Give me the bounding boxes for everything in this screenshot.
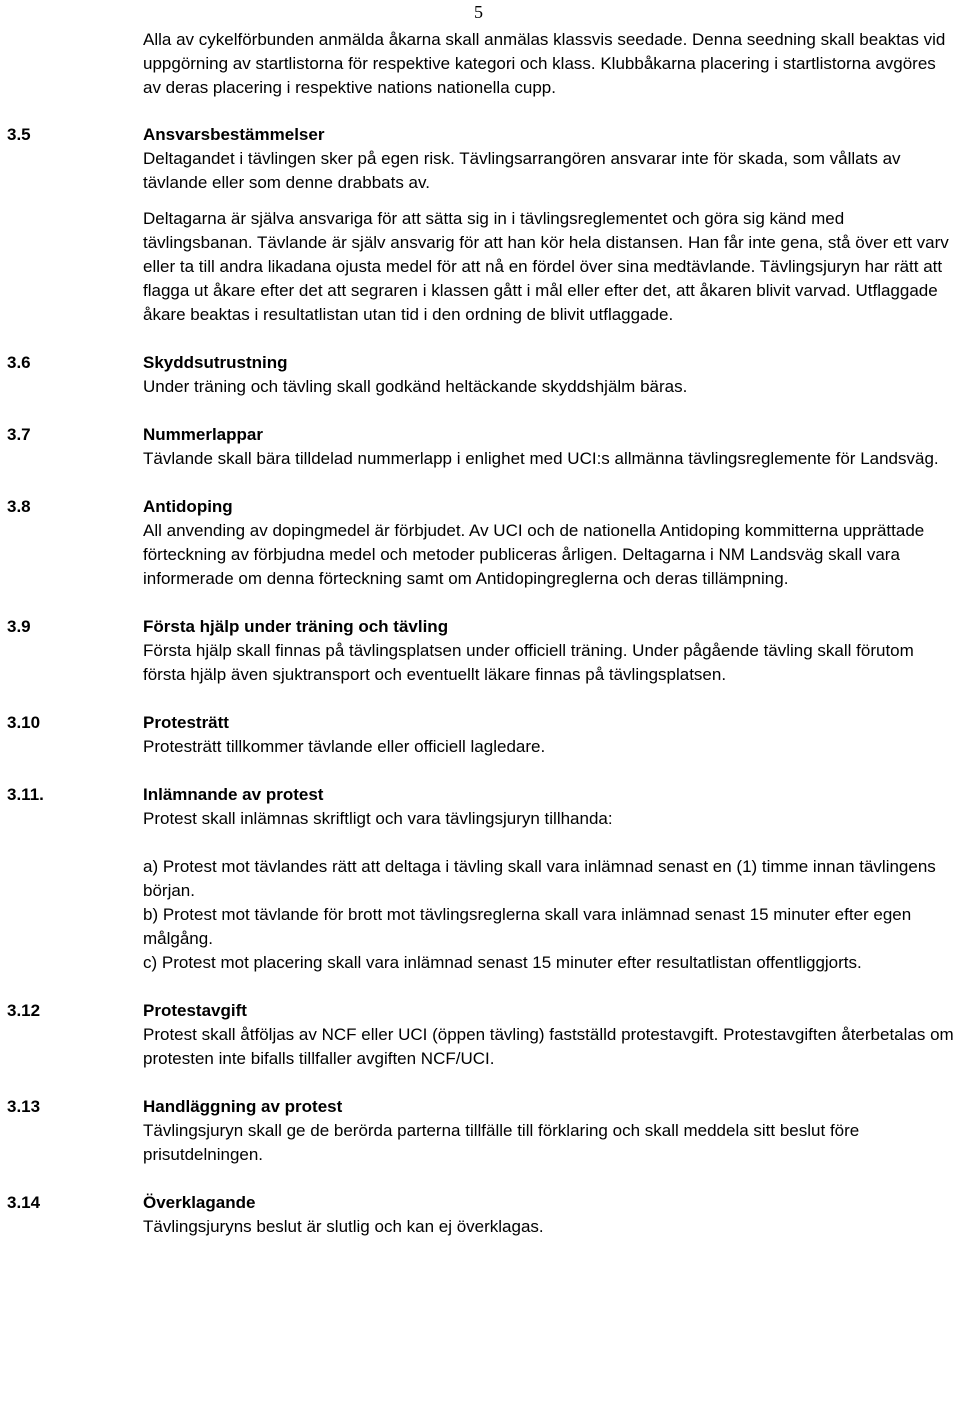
section-title: Protestavgift	[143, 1001, 247, 1020]
section-paragraph: Deltagarna är själva ansvariga för att sätta sig in i tävlingsreglementet och göra sig känd med tävlingsbanan. Tävlande är själv ansvarig för att han kör hela distansen. Han får inte gena, stå över ett varv eller ta till andra likadana ojusta medel för att nå en fördel över sina medtävlande. Tävlingsjuryn har rätt att flagga ut åkare efter det att segraren i klassen gått i mål eller efter det, att åkaren blivit varvad. Utflaggade åkare beaktas i resultatlistan utan tid i den ordning de blivit utflaggade.	[143, 209, 949, 324]
section-title: Nummerlappar	[143, 425, 263, 444]
section-paragraph: Deltagandet i tävlingen sker på egen risk. Tävlingsarrangören ansvarar inte för skada, som vållats av tävlande eller som denne drabbats av.	[143, 149, 901, 192]
section-number: 3.8	[7, 497, 31, 516]
section-title: Protesträtt	[143, 713, 229, 732]
page-number: 5	[474, 2, 483, 22]
section-3-10	[0, 711, 960, 759]
section-paragraph: Tävlingsjuryns beslut är slutlig och kan ej överklagas.	[143, 1217, 544, 1236]
section-paragraph: Protest skall inlämnas skriftligt och vara tävlingsjuryn tillhanda:	[143, 809, 613, 828]
list-item: c) Protest mot placering skall vara inlämnad senast 15 minuter efter resultatlistan offentliggjorts.	[143, 953, 862, 972]
section-title: Skyddsutrustning	[143, 353, 288, 372]
section-paragraph: Första hjälp skall finnas på tävlingsplatsen under officiell träning. Under pågående tävling skall förutom första hjälp även sjuktransport och eventuellt läkare finnas på tävlingsplatsen.	[143, 641, 914, 684]
section-paragraph: All anvending av dopingmedel är förbjudet. Av UCI och de nationella Antidoping kommitterna upprättade förteckning av förbjudna medel och metoder publiceras årligen. Deltagarna i NM Landsväg skall vara informerade om denna förteckning samt om Antidopingreglerna och deras tillämpning.	[143, 521, 925, 588]
section-number: 3.5	[7, 125, 31, 144]
section-3-14	[0, 1191, 960, 1239]
section-3-5	[0, 123, 960, 327]
section-number: 3.12	[7, 1001, 41, 1020]
section-3-7	[0, 423, 960, 471]
section-number: 3.7	[7, 425, 31, 444]
section-number: 3.6	[7, 353, 31, 372]
section-number: 3.14	[7, 1193, 41, 1212]
section-number: 3.9	[7, 617, 31, 636]
section-paragraph: Tävlingsjuryn skall ge de berörda parterna tillfälle till förklaring och skall meddela sitt beslut före prisutdelningen.	[143, 1121, 860, 1164]
section-3-9	[0, 615, 960, 687]
section-number: 3.13	[7, 1097, 41, 1116]
section-paragraph: Tävlande skall bära tilldelad nummerlapp i enlighet med UCI:s allmänna tävlingsreglemente för Landsväg.	[143, 449, 939, 468]
section-title: Ansvarsbestämmelser	[143, 125, 325, 144]
section-3-8	[0, 495, 960, 591]
section-number: 3.10	[7, 713, 41, 732]
section-title: Antidoping	[143, 497, 233, 516]
intro-paragraph: Alla av cykelförbunden anmälda åkarna skall anmälas klassvis seedade. Denna seedning skall beaktas vid uppgörning av startlistorna för respektive kategori och klass. Klubbåkarna placering i startlistorna avgöres av deras placering i respektive nations nationella cupp.	[143, 30, 946, 97]
section-title: Inlämnande av protest	[143, 785, 324, 804]
section-3-11	[0, 783, 960, 975]
section-paragraph: Protesträtt tillkommer tävlande eller officiell lagledare.	[143, 737, 546, 756]
section-3-12	[0, 999, 960, 1071]
section-3-13	[0, 1095, 960, 1167]
list-item: a) Protest mot tävlandes rätt att deltaga i tävling skall vara inlämnad senast en (1) timme innan tävlingens början.	[143, 857, 936, 900]
section-3-6	[0, 351, 960, 399]
document-body	[0, 28, 960, 1263]
section-title: Handläggning av protest	[143, 1097, 343, 1116]
section-paragraph: Under träning och tävling skall godkänd heltäckande skyddshjälm bäras.	[143, 377, 688, 396]
section-title: Överklagande	[143, 1193, 256, 1212]
section-title: Första hjälp under träning och tävling	[143, 617, 449, 636]
section-paragraph: Protest skall åtföljas av NCF eller UCI (öppen tävling) fastställd protestavgift. Protestavgiften återbetalas om protesten inte bifalls tillfaller avgiften NCF/UCI.	[143, 1025, 954, 1068]
list-item: b) Protest mot tävlande för brott mot tävlingsreglerna skall vara inlämnad senast 15 minuter efter egen målgång.	[143, 905, 912, 948]
section-number: 3.11.	[7, 785, 44, 804]
